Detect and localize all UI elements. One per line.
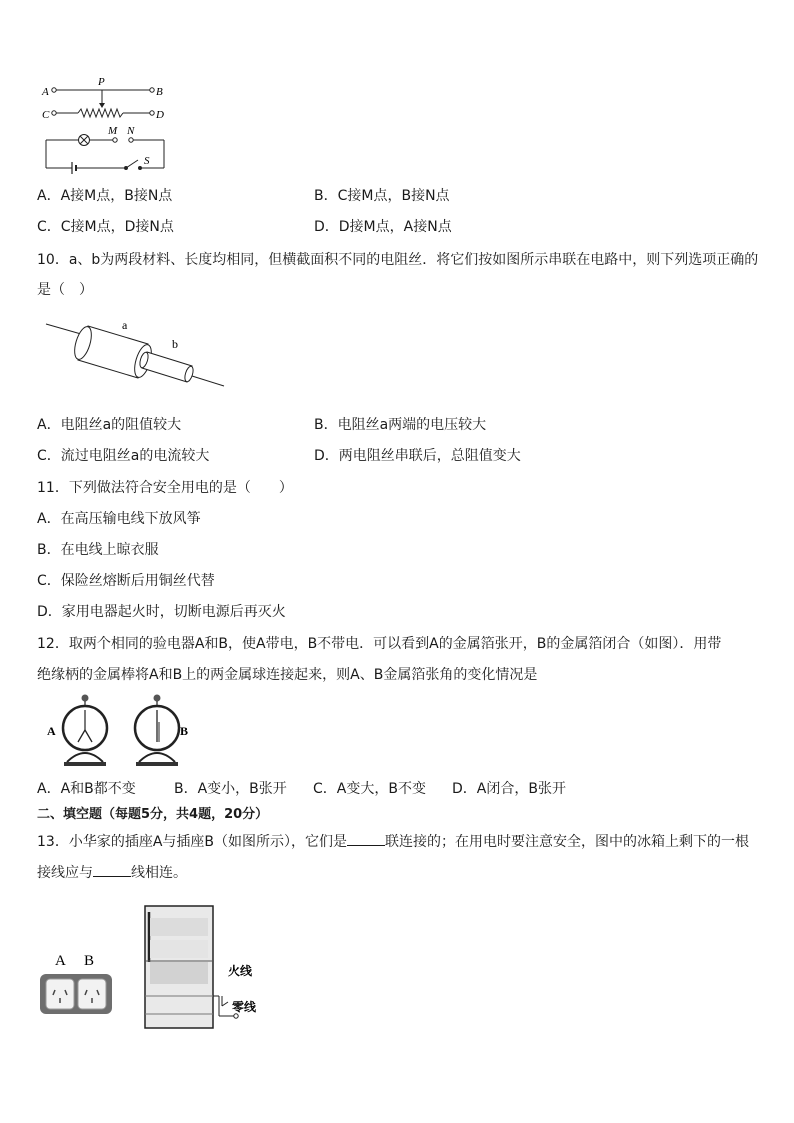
live-wire-label: 火线 bbox=[228, 964, 253, 978]
switch-symbol bbox=[126, 160, 138, 168]
label-b: b bbox=[172, 337, 178, 351]
label-B: B bbox=[156, 86, 163, 98]
label-D: D bbox=[156, 109, 164, 121]
q10-option-c: C．流过电阻丝a的电流较大 bbox=[37, 448, 210, 464]
resistance-wires-diagram bbox=[44, 314, 226, 392]
q13-text-3: 接线应与 bbox=[37, 865, 93, 881]
q12-stem-line1: 12．取两个相同的验电器A和B，使A带电，B不带电．可以看到A的金属箔张开，B的金属箔闭合（如图）．用带 bbox=[37, 636, 722, 652]
q12-option-c: C．A变大，B不变 bbox=[313, 781, 426, 797]
q11-option-c: C．保险丝熔断后用铜丝代替 bbox=[37, 573, 215, 589]
q10-stem-line2: 是（ ） bbox=[37, 282, 93, 298]
rheostat-circuit-diagram bbox=[38, 76, 170, 176]
q10-option-a: A．电阻丝a的阻值较大 bbox=[37, 417, 182, 433]
q13-stem-line1 bbox=[37, 832, 749, 851]
section-title: 二、填空题（每题5分，共4题，20分） bbox=[37, 807, 269, 822]
electroscopes-diagram bbox=[44, 692, 194, 772]
label-A: A bbox=[42, 86, 49, 98]
q11-option-b: B．在电线上晾衣服 bbox=[37, 542, 159, 558]
socket-label-A: A bbox=[55, 953, 66, 969]
label-a: a bbox=[122, 318, 128, 332]
label-S: S bbox=[144, 155, 150, 167]
q9-option-d: D．D接M点，A接N点 bbox=[314, 219, 452, 235]
refrigerator-diagram bbox=[142, 904, 272, 1030]
q13-blank-1[interactable] bbox=[347, 832, 385, 846]
q9-option-b: B．C接M点，B接N点 bbox=[314, 188, 450, 204]
q9-option-c: C．C接M点，D接N点 bbox=[37, 219, 174, 235]
label-C: C bbox=[42, 109, 50, 121]
label-P: P bbox=[98, 76, 105, 88]
q13-text-1: 13．小华家的插座A与插座B（如图所示），它们是 bbox=[37, 834, 347, 850]
q10-option-d: D．两电阻丝串联后，总阻值变大 bbox=[314, 448, 521, 464]
label-M: M bbox=[108, 125, 118, 137]
q12-option-d: D．A闭合，B张开 bbox=[452, 781, 566, 797]
q13-text-2: 联连接的；在用电时要注意安全，图中的冰箱上剩下的一根 bbox=[385, 834, 749, 850]
q9-option-a: A．A接M点，B接N点 bbox=[37, 188, 173, 204]
socket-label-B: B bbox=[84, 953, 95, 969]
neutral-wire-label: 零线 bbox=[232, 1000, 257, 1014]
q11-option-a: A．在高压输电线下放风筝 bbox=[37, 511, 201, 527]
q13-text-4: 线相连。 bbox=[131, 865, 187, 881]
q13-stem-line2 bbox=[37, 863, 187, 882]
sockets-diagram bbox=[38, 948, 114, 1016]
label-N: N bbox=[127, 125, 135, 137]
q11-stem: 11．下列做法符合安全用电的是（ ） bbox=[37, 480, 293, 496]
q10-option-b: B．电阻丝a两端的电压较大 bbox=[314, 417, 487, 433]
q13-blank-2[interactable] bbox=[93, 863, 131, 877]
q12-option-a: A．A和B都不变 bbox=[37, 781, 136, 797]
electroscope-label-B: B bbox=[180, 724, 189, 738]
q12-stem-line2: 绝缘柄的金属棒将A和B上的两金属球连接起来，则A、B金属箔张角的变化情况是 bbox=[37, 667, 538, 683]
electroscope-label-A: A bbox=[47, 724, 56, 738]
q11-option-d: D．家用电器起火时，切断电源后再灭火 bbox=[37, 604, 286, 620]
q10-stem-line1: 10．a、b为两段材料、长度均相同，但横截面积不同的电阻丝．将它们按如图所示串联在电路中，则下列选项正确的 bbox=[37, 252, 759, 268]
q12-option-b: B．A变小，B张开 bbox=[174, 781, 287, 797]
